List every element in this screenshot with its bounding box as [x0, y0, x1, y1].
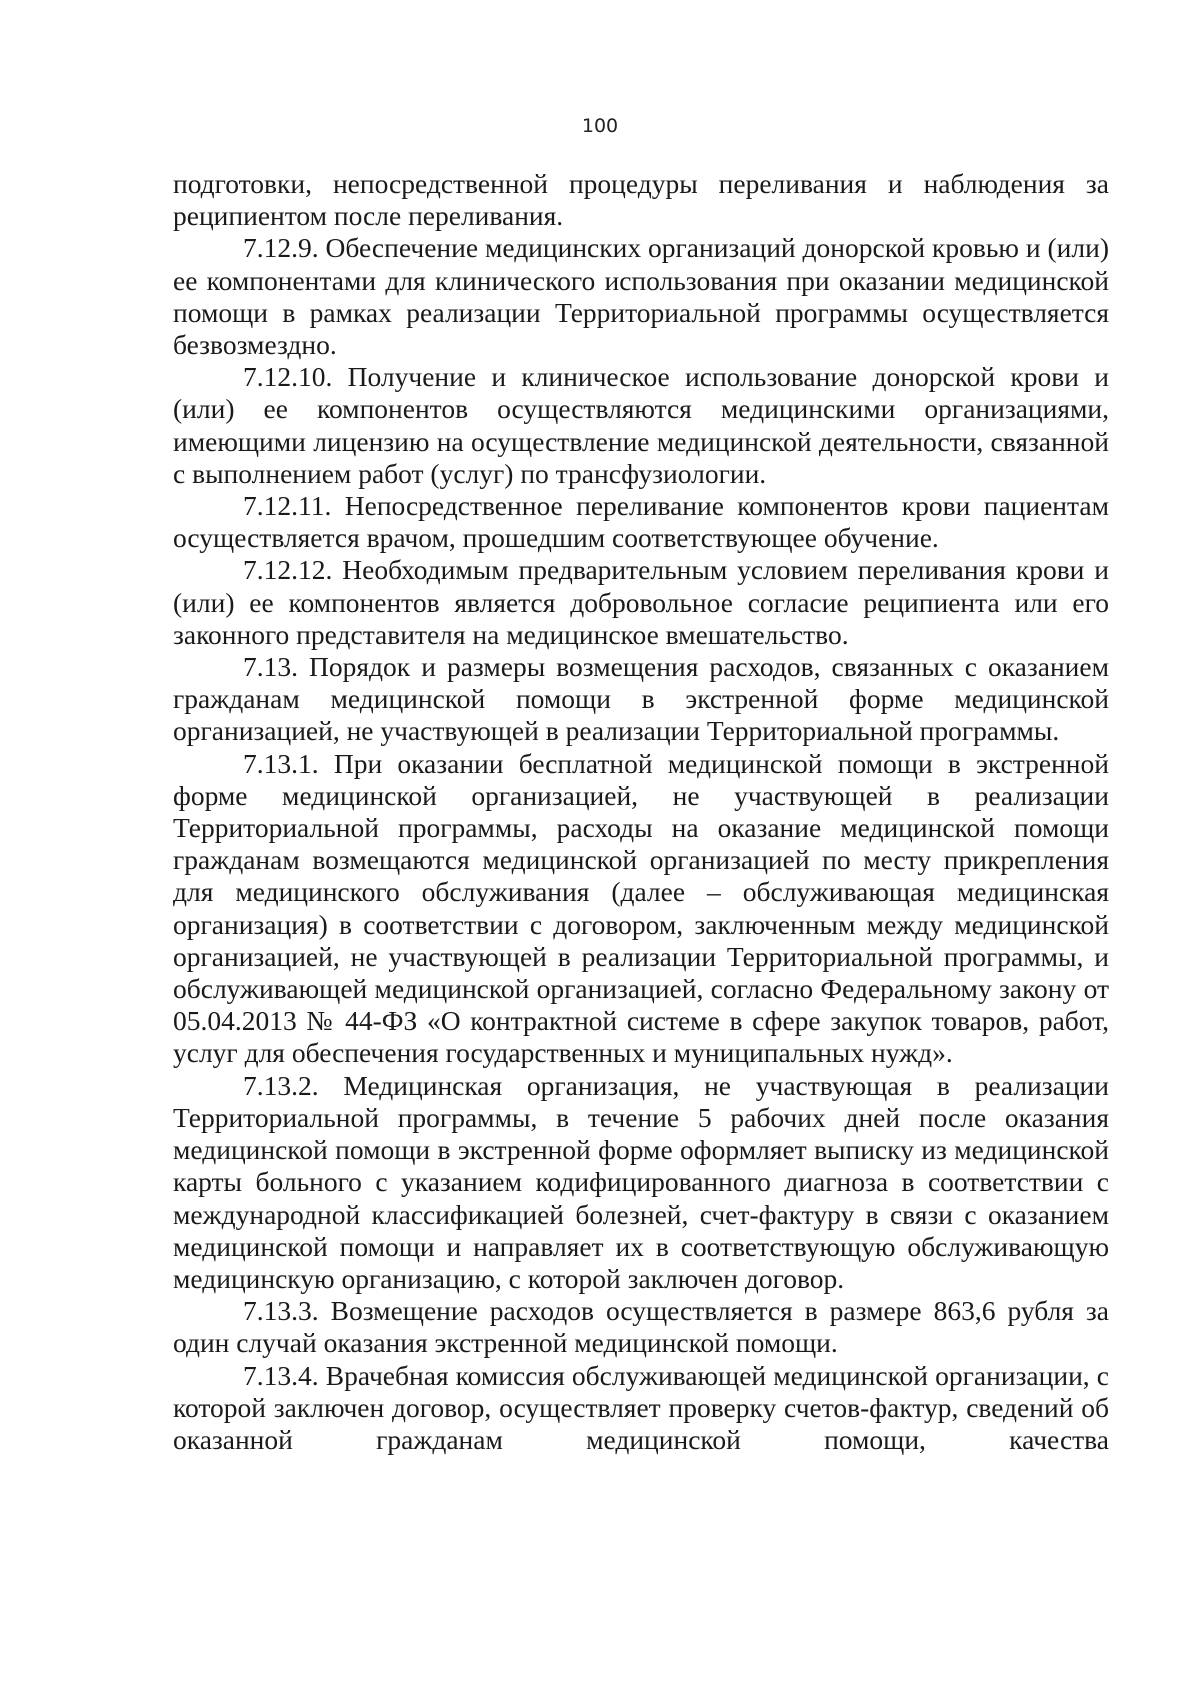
paragraph-7-12-9: 7.12.9. Обеспечение медицинских организаций донорской кровью и (или) ее компонентами для клинического использования при оказании медицинской помощи в рамках реализации Территориальной программы осуществляется безвозмездно.: [173, 232, 1109, 361]
paragraph-7-12-11: 7.12.11. Непосредственное переливание компонентов крови пациентам осуществляется врачом, прошедшим соответствующее обучение.: [173, 490, 1109, 554]
paragraph-7-13-3: 7.13.3. Возмещение расходов осуществляется в размере 863,6 рубля за один случай оказания экстренной медицинской помощи.: [173, 1295, 1109, 1359]
paragraph-7-13-1: 7.13.1. При оказании бесплатной медицинской помощи в экстренной форме медицинской организацией, не участвующей в реализации Территориальной программы, расходы на оказание медицинской помощи гражданам возмещаются медицинской организацией по месту прикрепления для медицинского обслуживания (далее – обслуживающая медицинская организация) в соответствии с договором, заключенным между медицинской организацией, не участвующей в реализации Территориальной программы, и обслуживающей медицинской организацией, согласно Федеральному закону от 05.04.2013 № 44-ФЗ «О контрактной системе в сфере закупок товаров, работ, услуг для обеспечения государственных и муниципальных нужд».: [173, 747, 1109, 1069]
paragraph-7-13-2: 7.13.2. Медицинская организация, не участвующая в реализации Территориальной программы, в течение 5 рабочих дней после оказания медицинской помощи в экстренной форме оформляет выписку из медицинской карты больного с указанием кодифицированного диагноза в соответствии с международной классификацией болезней, счет-фактуру в связи с оказанием медицинской помощи и направляет их в соответствующую обслуживающую медицинскую организацию, с которой заключен договор.: [173, 1069, 1109, 1294]
paragraph-7-12-10: 7.12.10. Получение и клиническое использование донорской крови и (или) ее компонентов осуществляются медицинскими организациями, имеющими лицензию на осуществление медицинской деятельности, связанной с выполнением работ (услуг) по трансфузиологии.: [173, 361, 1109, 489]
paragraph-7-12-12: 7.12.12. Необходимым предварительным условием переливания крови и (или) ее компонентов является добровольное согласие реципиента или его законного представителя на медицинское вмешательство.: [173, 554, 1109, 650]
page-number: 100: [581, 115, 619, 137]
paragraph-continuation: подготовки, непосредственной процедуры переливания и наблюдения за реципиентом после переливания.: [173, 168, 1109, 232]
paragraph-7-13: 7.13. Порядок и размеры возмещения расходов, связанных с оказанием гражданам медицинской помощи в экстренной форме медицинской организацией, не участвующей в реализации Территориальной программы.: [173, 651, 1109, 747]
paragraph-7-13-4: 7.13.4. Врачебная комиссия обслуживающей медицинской организации, с которой заключен договор, осуществляет проверку счетов-фактур, сведений об оказанной гражданам медицинской помощи, качества: [173, 1359, 1109, 1455]
document-body: [173, 168, 1109, 1456]
